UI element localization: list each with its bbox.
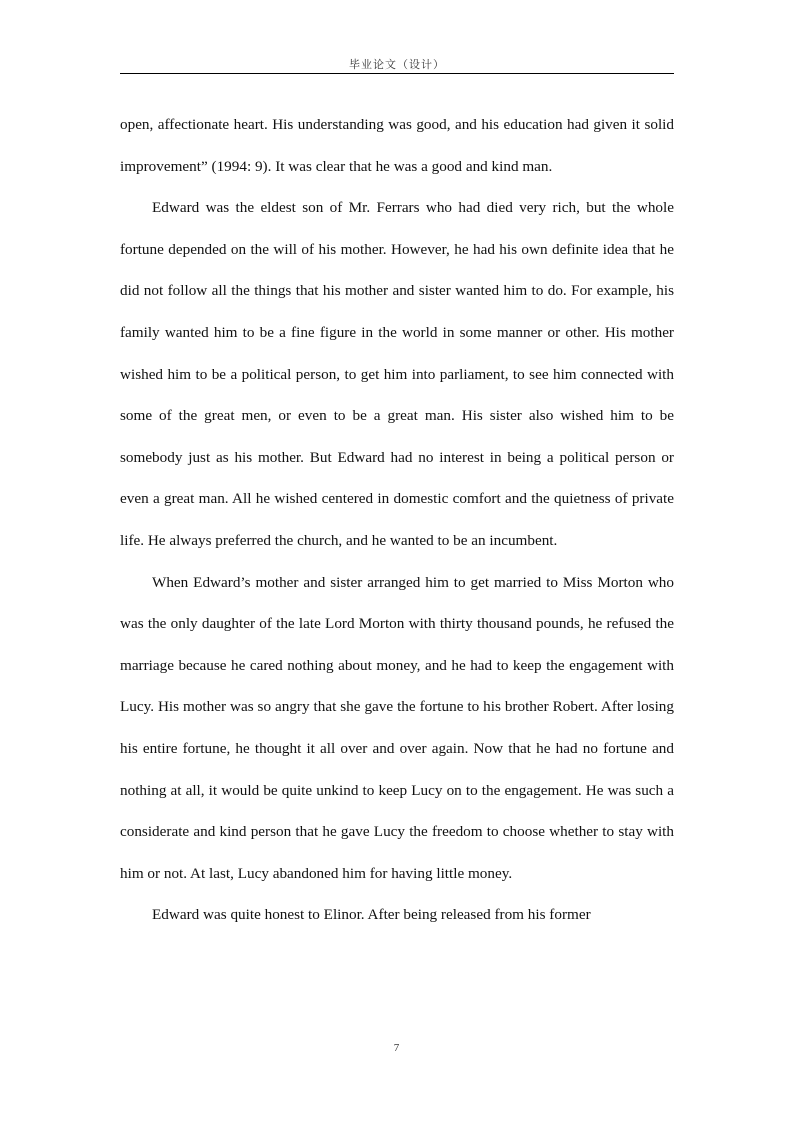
paragraph-edward-family: Edward was the eldest son of Mr. Ferrars who had died very rich, but the whole fortune depended on the will of his mother. However, he had his own definite idea that he did not follow all the things that his mother and sister wanted him to do. For example, his family wanted him to be a fine figure in the world in some manner or other. His mother wished him to be a political person, to get him into parliament, to see him connected with some of the great men, or even to be a great man. His sister also wished him to be somebody just as his mother. But Edward had no interest in being a political person or even a great man. All he wished centered in domestic comfort and the quietness of private life. He always preferred the church, and he wanted to be an incumbent. — [120, 199, 674, 549]
paragraph-edward-elinor: Edward was quite honest to Elinor. After being released from his former — [152, 906, 591, 924]
body-text — [120, 104, 674, 936]
paragraph-edward-marriage: When Edward’s mother and sister arranged him to get married to Miss Morton who was the only daughter of the late Lord Morton with thirty thousand pounds, he refused the marriage because he cared nothing about money, and he had to keep the engagement with Lucy. His mother was so angry that she gave the fortune to his brother Robert. After losing his entire fortune, he thought it all over and over again. Now that he had no fortune and nothing at all, it would be quite unkind to keep Lucy on to the engagement. He was such a considerate and kind person that he gave Lucy the freedom to choose whether to stay with him or not. At last, Lucy abandoned him for having little money. — [120, 573, 674, 882]
paragraph-continuation: open, affectionate heart. His understanding was good, and his education had given it solid improvement” (1994: 9). It was clear that he was a good and kind man. — [120, 116, 674, 175]
page-header-title: 毕业论文（设计） — [349, 58, 445, 71]
page-number: 7 — [393, 1042, 400, 1054]
header-divider — [120, 73, 674, 74]
